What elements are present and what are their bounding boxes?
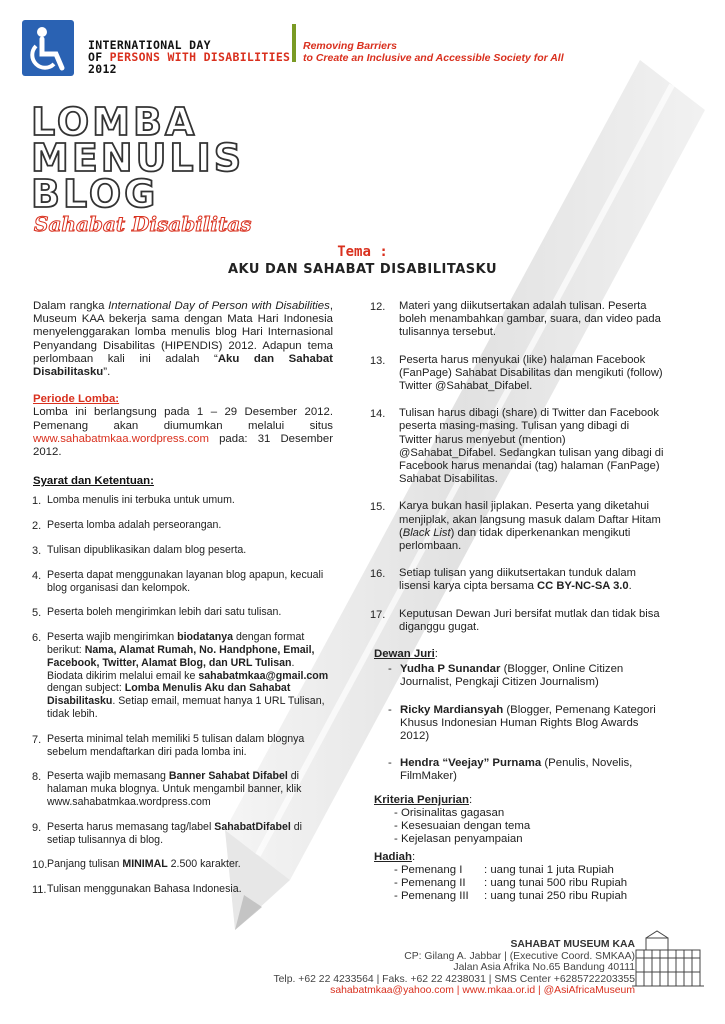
rule-text: dengan format berikut: (47, 631, 305, 657)
rule-number: 14. (370, 408, 386, 421)
right-column (370, 300, 664, 903)
rule-text: Tulisan menggunakan Bahasa Indonesia. (47, 883, 242, 896)
prize-value: : uang tunai 250 ribu Rupiah (484, 890, 628, 903)
rule-number: 6. (32, 632, 42, 645)
criteria-item: - Orisinalitas gagasan (394, 806, 505, 819)
rule-item (33, 494, 333, 507)
tagline-line1: Removing Barriers (303, 40, 397, 52)
rule-text: Setiap tulisan yang diikutsertakan tunduk dalam lisensi karya cipta bersama (399, 567, 636, 593)
rule-text: . Setiap email, memuat hanya 1 URL Tulisan, tidak lebih. (47, 695, 325, 720)
intro-bold: Aku dan Sahabat Disabilitasku (33, 352, 333, 379)
rule-item (33, 606, 333, 619)
rule-text: Peserta minimal telah memiliki 5 tulisan dalam blognya sebelum mendaftarkan diri pada lomba ini. (47, 732, 305, 758)
criteria-heading-colon: : (468, 793, 473, 806)
rule-bold: Nama, Alamat Rumah, No. Handphone, Email, Facebook, Twitter, Alamat Blog, dan URL Tulisan (47, 644, 315, 669)
syarat-heading: Syarat dan Ketentuan: (33, 475, 154, 488)
rule-text: Panjang tulisan (47, 858, 123, 871)
rule-item (33, 770, 333, 808)
rule-number: 2. (32, 520, 42, 533)
prizes-heading-colon: : (411, 850, 416, 863)
rule-text: Peserta harus memasang tag/label (47, 820, 215, 833)
rule-number: 12. (370, 301, 386, 313)
jury-desc: (Blogger, Pemenang Kategori Khusus Indonesian Human Rights Blog Awards 2012) (400, 703, 656, 743)
periode-text-2: pada: 31 Desember 2012. (33, 432, 333, 459)
event-tagline (303, 40, 564, 64)
intro-text-1: Dalam rangka (33, 300, 109, 312)
rule-item (33, 544, 333, 557)
rule-item (370, 500, 664, 553)
list-dash: - (388, 703, 392, 716)
footer-contact (273, 939, 635, 997)
rule-italic: Black List (402, 526, 451, 539)
rule-item (33, 519, 333, 532)
prize-value: : uang tunai 500 ribu Rupiah (484, 876, 628, 889)
rule-text: Tulisan dipublikasikan dalam blog peserta. (47, 544, 247, 557)
intro-text-2: , Museum KAA bekerja sama dengan Mata Hari Indonesia menyelenggarakan lomba menulis blog Hari Internasional Penyandang Disabilitas (HIPENDIS) 2012. Adapun tema perlombaan kali ini adalah “ (33, 300, 334, 365)
rule-item (370, 300, 664, 340)
prize-label: - Pemenang I (394, 863, 463, 876)
rule-item (33, 883, 333, 896)
intro-paragraph (33, 300, 333, 379)
rule-number: 13. (370, 354, 386, 367)
prize-row (374, 864, 664, 877)
event-title-highlight: PERSONS WITH DISABILITIES (109, 50, 291, 64)
rule-number: 15. (370, 501, 386, 514)
footer-links[interactable]: sahabatmkaa@yahoo.com | www.mkaa.or.id | @AsiAfricaMuseum (330, 985, 635, 997)
rule-bold: CC BY-NC-SA 3.0 (537, 580, 629, 593)
jury-heading-colon: : (434, 648, 438, 661)
prizes-section (374, 851, 664, 904)
rule-text: Karya bukan hasil jiplakan. Peserta yang diketahui menjiplak, akan langsung masuk dalam Daftar Hitam ( (399, 500, 661, 539)
rule-item (33, 821, 333, 847)
rule-number: 17. (370, 608, 386, 621)
title-line1: LOMBA (31, 100, 198, 144)
rule-text: di setiap tulisannya di blog. (47, 820, 302, 846)
rule-number: 10. (32, 859, 48, 872)
rule-number: 1. (32, 495, 42, 508)
event-logo (22, 20, 74, 76)
rules-list-left (33, 494, 333, 896)
rule-text: Peserta wajib mengirimkan (47, 631, 178, 644)
rule-number: 8. (32, 771, 42, 784)
criteria-section (374, 794, 664, 847)
event-title-line1: INTERNATIONAL DAY (88, 38, 211, 52)
theme-label: Tema : (337, 244, 388, 260)
rule-text: . (628, 580, 632, 593)
rule-item (370, 407, 664, 486)
title-line2: MENULIS (31, 136, 245, 180)
rule-number: 3. (32, 545, 42, 558)
list-dash: - (388, 757, 392, 770)
prize-row (374, 877, 664, 890)
jury-desc: (Blogger, Online Citizen Journalist, Pengkaji Citizen Journalism) (400, 663, 624, 689)
rule-number: 16. (370, 568, 386, 581)
theme-value: AKU DAN SAHABAT DISABILITASKU (227, 262, 498, 277)
prize-label: - Pemenang II (394, 876, 466, 889)
prize-row (374, 890, 664, 903)
rule-text: Peserta boleh mengirimkan lebih dari satu tulisan. (47, 606, 282, 619)
rule-text: Lomba menulis ini terbuka untuk umum. (47, 494, 235, 507)
rule-item (33, 569, 333, 595)
rule-text: Keputusan Dewan Juri bersifat mutlak dan tidak bisa diganggu gugat. (399, 607, 660, 633)
jury-name: Yudha P Sunandar (400, 663, 501, 676)
tagline-line2: to Create an Inclusive and Accessible Society for All (303, 52, 564, 64)
criteria-item: - Kesesuaian dengan tema (394, 820, 531, 833)
rule-text: di halaman muka blognya. Untuk mengambil banner, klik www.sahabatmkaa.wordpress.com (47, 770, 302, 808)
rule-text: Peserta harus menyukai (like) halaman Facebook (FanPage) Sahabat Disabilitas dan mengikuti (follow) Twitter @Sahabat_Difabel. (399, 353, 663, 393)
rule-email[interactable]: sahabatmkaa@gmail.com (198, 669, 329, 682)
main-title (31, 100, 245, 216)
event-title-year: 2012 (88, 62, 117, 76)
event-title (88, 39, 290, 75)
rule-bold: MINIMAL (122, 858, 168, 871)
main-subtitle: Sahabat Disabilitas (34, 212, 252, 236)
jury-desc: (Penulis, Novelis, FilmMaker) (400, 757, 633, 783)
rule-text: Peserta dapat menggunakan layanan blog apapun, kecuali blog organisasi dan kelompok. (47, 568, 324, 594)
rules-list-right (370, 300, 664, 634)
criteria-item: - Kejelasan penyampaian (394, 833, 523, 846)
jury-member (374, 757, 664, 783)
rule-bold: Banner Sahabat Difabel (168, 770, 288, 783)
rule-item (370, 353, 664, 394)
rule-item (370, 567, 664, 593)
event-title-of: OF (88, 50, 110, 64)
rule-bold: SahabatDifabel (214, 820, 291, 833)
rule-item (33, 631, 333, 721)
intro-text-end: ”. (103, 366, 111, 379)
rule-text: dengan subject: (47, 682, 125, 695)
left-column (33, 300, 333, 896)
rule-text: Peserta lomba adalah perseorangan. (47, 519, 222, 532)
periode-text-1: Lomba ini berlangsung pada 1 – 29 Desember 2012. Pemenang akan diumumkan melalui situs (33, 406, 333, 432)
rule-number: 5. (32, 607, 42, 620)
periode-link[interactable]: www.sahabatmkaa.wordpress.com (33, 432, 209, 445)
list-dash: - (388, 663, 392, 676)
rule-number: 11. (32, 884, 47, 897)
footer-phones: Telp. +62 22 4233564 | Faks. +62 22 4238031 | SMS Center +6285722203355 (273, 973, 635, 985)
criteria-heading: Kriteria Penjurian (374, 793, 469, 806)
intro-italic: International Day of Person with Disabilities (108, 300, 330, 312)
rule-number: 7. (32, 733, 42, 746)
rule-bold: biodatanya (177, 631, 234, 644)
rule-number: 4. (32, 569, 42, 582)
rule-number: 9. (32, 821, 42, 834)
museum-building-icon (632, 928, 704, 990)
rule-item (33, 733, 333, 759)
footer-address: Jalan Asia Afrika No.65 Bandung 40111 (453, 962, 635, 974)
footer-org: SAHABAT MUSEUM KAA (510, 939, 635, 950)
footer-cp: CP: Gilang A. Jabbar | (Executive Coord. SMKAA) (404, 950, 635, 962)
prize-value: : uang tunai 1 juta Rupiah (484, 863, 614, 876)
rule-item (33, 858, 333, 871)
rule-text: . Biodata dikirim melalui email ke (47, 656, 295, 682)
rule-text: Peserta wajib memasang (47, 770, 169, 783)
rule-text: 2.500 karakter. (167, 858, 241, 871)
jury-name: Hendra “Veejay” Purnama (400, 757, 542, 770)
rule-text: Tulisan harus dibagi (share) di Twitter dan Facebook peserta masing-masing. Tulisan yang dibagi di Twitter harus menyebut (mention) @Sahabat_Difabel. Sedangkan tulisan yang dibagi di Facebook harus menandai (tag) halaman (FanPage) Sahabat Disabilitas. (399, 407, 664, 486)
jury-name: Ricky Mardiansyah (400, 703, 504, 716)
prizes-heading: Hadiah (374, 850, 412, 863)
periode-heading: Periode Lomba: (33, 393, 120, 406)
jury-heading: Dewan Juri (374, 648, 435, 661)
jury-member (374, 704, 664, 744)
wheelchair-icon (22, 20, 74, 76)
prize-label: - Pemenang III (394, 890, 469, 903)
jury-member (374, 663, 664, 689)
title-line3: BLOG (31, 172, 159, 216)
rule-bold: Lomba Menulis Aku dan Sahabat Disabilitasku (47, 682, 291, 708)
jury-section (374, 648, 664, 784)
rule-item (370, 607, 664, 634)
rule-text: ) dan tidak diperkenankan mengikuti perlombaan. (399, 526, 631, 553)
rule-text: Materi yang diikutsertakan adalah tulisan. Peserta boleh menambahkan gambar, suara, dan video pada tulisannya tersebut. (399, 300, 661, 339)
periode-text (33, 406, 333, 459)
header-divider (292, 24, 296, 62)
